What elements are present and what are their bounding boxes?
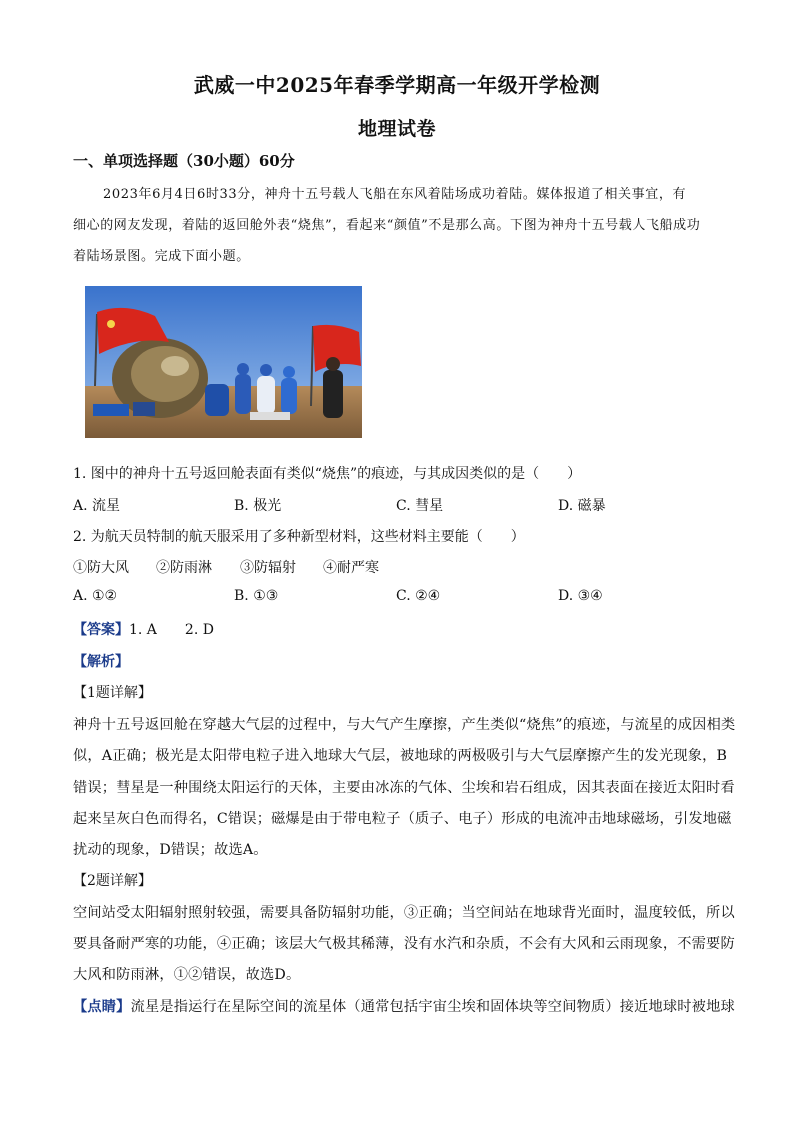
detail-2-line-2: 要具备耐严寒的功能，④正确；该层大气极其稀薄，没有水汽和杂质，不会有大风和云雨现象，不需要防 [73, 936, 735, 952]
q2-item-3: ③防辐射 [240, 560, 296, 576]
detail-2-line-3: 大风和防雨淋，①②错误，故选D。 [73, 967, 301, 983]
detail-2-heading: 【2题详解】 [73, 873, 152, 889]
q2-item-2: ②防雨淋 [156, 560, 212, 576]
q2-option-b: B. ①③ [234, 588, 279, 604]
detail-2-line-1: 空间站受太阳辐射照射较强，需要具备防辐射功能，③正确；当空间站在地球背光面时，温度较低，所以 [73, 905, 735, 921]
q1-option-a: A. 流星 [73, 498, 121, 514]
q2-item-4: ④耐严寒 [323, 560, 379, 576]
question-1-stem: 1. 图中的神舟十五号返回舱表面有类似“烧焦”的痕迹，与其成因类似的是（ ） [73, 466, 582, 482]
detail-1-line-1: 神舟十五号返回舱在穿越大气层的过程中，与大气产生摩擦，产生类似“烧焦”的痕迹，与流星的成因相类 [73, 717, 736, 733]
detail-1-heading: 【1题详解】 [73, 685, 152, 701]
dianjing-tag: 【点睛】 [73, 999, 131, 1015]
answer-line [73, 619, 214, 639]
detail-1-line-3: 错误；彗星是一种围绕太阳运行的天体，主要由冰冻的气体、尘埃和岩石组成，因其表面在接近太阳时看 [73, 780, 735, 796]
intro-line-1: 2023年6月4日6时33分，神舟十五号载人飞船在东风着陆场成功着陆。媒体报道了相关事宜，有 [103, 187, 687, 202]
dianjing-line [73, 996, 735, 1016]
q2-option-c: C. ②④ [396, 588, 441, 604]
q1-option-d: D. 磁暴 [558, 498, 606, 514]
intro-line-3: 着陆场景图。完成下面小题。 [73, 249, 250, 264]
q1-option-b: B. 极光 [234, 498, 282, 514]
q1-option-c: C. 彗星 [396, 498, 444, 514]
dianjing-text: 流星是指运行在星际空间的流星体（通常包括宇宙尘埃和固体块等空间物质）接近地球时被地球 [130, 999, 735, 1015]
detail-1-line-2: 似，A正确；极光是太阳带电粒子进入地球大气层，被地球的两极吸引与大气层摩擦产生的发光现象，B [73, 748, 728, 764]
landing-photo [85, 286, 362, 438]
question-2-stem: 2. 为航天员特制的航天服采用了多种新型材料，这些材料主要能（ ） [73, 529, 525, 545]
q2-item-1: ①防大风 [73, 560, 129, 576]
detail-1-line-5: 扰动的现象，D错误；故选A。 [73, 842, 268, 858]
answer-tag: 【答案】 [73, 622, 129, 638]
landing-scene-illustration [85, 286, 362, 438]
analysis-tag: 【解析】 [73, 654, 129, 670]
exam-title: 武威一中2025年春季学期高一年级开学检测 [193, 73, 601, 97]
answer-text: 1. A 2. D [129, 622, 214, 638]
q2-option-d: D. ③④ [558, 588, 603, 604]
q2-option-a: A. ①② [73, 588, 118, 604]
exam-subtitle: 地理试卷 [357, 118, 436, 140]
detail-1-line-4: 起来呈灰白色而得名，C错误；磁爆是由于带电粒子（质子、电子）形成的电流冲击地球磁场，引发地磁 [73, 811, 732, 827]
section-heading: 一、单项选择题（30小题）60分 [73, 152, 295, 170]
intro-line-2: 细心的网友发现，着陆的返回舱外表“烧焦”，看起来“颜值”不是那么高。下图为神舟十五号载人飞船成功 [73, 218, 701, 233]
analysis-line [73, 651, 129, 671]
